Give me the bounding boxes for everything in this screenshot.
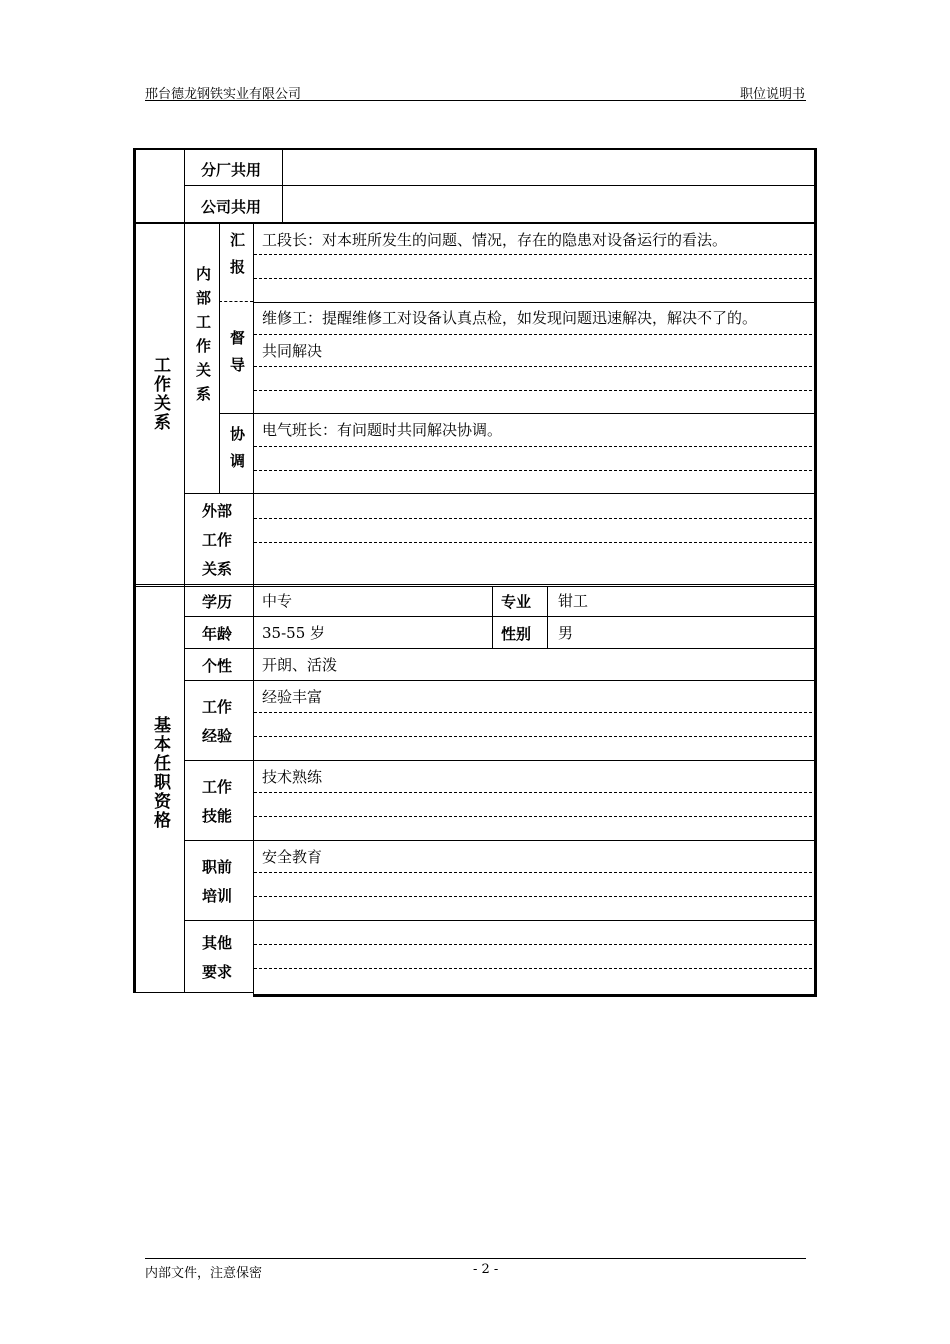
age-label: 年龄: [202, 625, 233, 643]
work-relations-section-label: 工作关系: [150, 356, 170, 432]
report-label: 汇报: [228, 232, 246, 286]
company-shared-label: 公司共用: [201, 198, 262, 216]
education-value: 中专: [262, 592, 293, 610]
page-number: - 2 -: [473, 1262, 499, 1277]
age-value: 35-55 岁: [262, 624, 326, 642]
personality-label: 个性: [202, 657, 233, 675]
gender-label: 性别: [501, 625, 532, 643]
external-label-2: 工作: [202, 531, 233, 549]
major-label: 专业: [501, 593, 532, 611]
supervise-label: 督导: [228, 330, 246, 384]
branch-shared-label: 分厂共用: [201, 161, 262, 179]
skills-label-2: 技能: [202, 807, 233, 825]
other-label-2: 要求: [202, 963, 233, 981]
other-label-1: 其他: [202, 934, 233, 952]
skills-value: 技术熟练: [262, 768, 323, 786]
experience-label-1: 工作: [202, 698, 233, 716]
experience-label-2: 经验: [202, 727, 233, 745]
confidential-note: 内部文件，注意保密: [145, 1266, 263, 1281]
training-label-1: 职前: [202, 858, 233, 876]
footer-rule: [145, 1258, 806, 1259]
header-rule: [145, 100, 806, 101]
qualifications-section-label: 基本任职资格: [150, 716, 170, 830]
internal-relations-label: 内部工作关系: [194, 266, 212, 410]
coordinate-text: 电气班长：有问题时共同解决协调。: [262, 421, 503, 439]
document-type: 职位说明书: [739, 87, 805, 102]
skills-label-1: 工作: [202, 778, 233, 796]
training-value: 安全教育: [262, 848, 323, 866]
training-label-2: 培训: [202, 887, 233, 905]
supervise-text-line2: 共同解决: [262, 342, 323, 360]
gender-value: 男: [558, 624, 574, 642]
experience-value: 经验丰富: [262, 688, 323, 706]
education-label: 学历: [202, 593, 233, 611]
personality-value: 开朗、活泼: [262, 656, 338, 674]
report-text: 工段长：对本班所发生的问题、情况，存在的隐患对设备运行的看法。: [262, 231, 728, 249]
major-value: 钳工: [558, 592, 589, 610]
external-label-3: 关系: [202, 560, 233, 578]
supervise-text-line1: 维修工：提醒维修工对设备认真点检，如发现问题迅速解决，解决不了的。: [262, 309, 758, 327]
coordinate-label: 协调: [228, 426, 246, 480]
external-label-1: 外部: [202, 502, 233, 520]
company-name: 邢台德龙钢铁实业有限公司: [145, 87, 302, 102]
